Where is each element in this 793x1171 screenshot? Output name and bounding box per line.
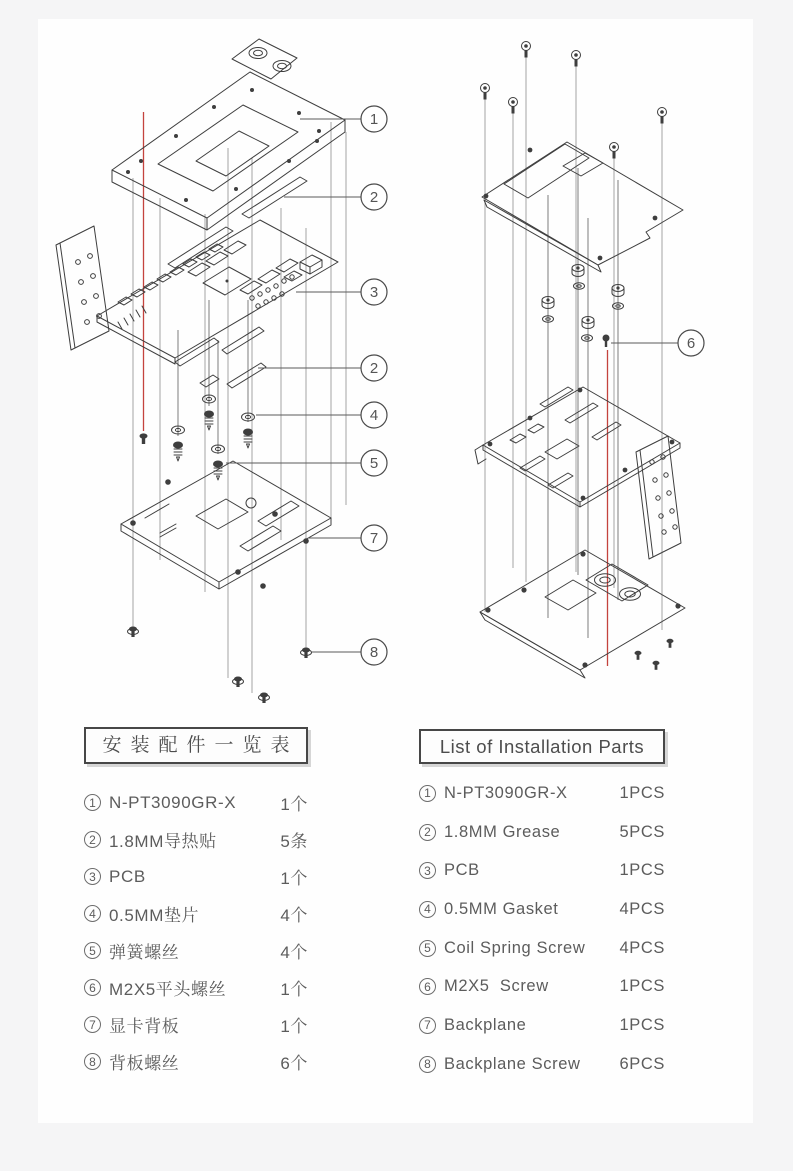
table-row: [84, 932, 308, 969]
part-name: 弹簧螺丝: [109, 943, 180, 962]
part-quantity: 1PCS: [619, 861, 665, 880]
table-row: [84, 895, 308, 932]
parts-table-zh-rows: [84, 784, 308, 1080]
part-quantity: 1PCS: [619, 783, 665, 802]
part-name: M2X5 Screw: [444, 977, 549, 996]
part-quantity: 4PCS: [619, 938, 665, 957]
callout-label: 8: [369, 644, 379, 661]
part-quantity: 1PCS: [619, 1015, 665, 1034]
table-row: [419, 774, 665, 813]
part-name: 0.5MM Gasket: [444, 899, 559, 918]
part-name: M2X5平头螺丝: [109, 980, 227, 999]
callout-label: 3: [369, 284, 379, 301]
table-row: [419, 1006, 665, 1045]
table-row: [419, 851, 665, 890]
part-name: PCB: [444, 861, 480, 880]
parts-table-zh: [84, 727, 308, 1080]
callout-label: 6: [686, 335, 696, 352]
part-name: 1.8MM导热贴: [109, 832, 217, 851]
item-number-badge: 5: [84, 942, 101, 959]
table-row: [84, 969, 308, 1006]
table-row: [84, 858, 308, 895]
part-quantity: 4个: [280, 943, 308, 962]
part-name: PCB: [109, 866, 146, 886]
parts-table-en: [419, 729, 665, 1084]
parts-table-en-rows: [419, 774, 665, 1084]
item-number-badge: 8: [419, 1056, 436, 1073]
part-quantity: 1个: [280, 869, 308, 888]
part-quantity: 1个: [280, 1017, 308, 1036]
item-number-badge: 4: [419, 901, 436, 918]
table-row: [419, 813, 665, 852]
part-name: 1.8MM Grease: [444, 822, 561, 841]
part-name: 背板螺丝: [109, 1054, 180, 1073]
item-number-badge: 1: [419, 785, 436, 802]
table-row: [84, 1006, 308, 1043]
part-quantity: 1个: [280, 795, 308, 814]
part-name: N-PT3090GR-X: [109, 792, 237, 812]
callout-label: 1: [369, 111, 379, 128]
table-row: [419, 929, 665, 968]
parts-table-zh-title: 安装配件一览表: [84, 727, 308, 764]
part-name: Coil Spring Screw: [444, 938, 586, 957]
table-row: [419, 1045, 665, 1084]
callout-label: 5: [369, 455, 379, 472]
callout-label: 2: [369, 360, 379, 377]
item-number-badge: 7: [419, 1017, 436, 1034]
exploded-view-left: [56, 39, 387, 703]
table-row: [84, 821, 308, 858]
item-number-badge: 8: [84, 1053, 101, 1070]
item-number-badge: 2: [419, 824, 436, 841]
table-row: [419, 890, 665, 929]
part-name: N-PT3090GR-X: [444, 783, 568, 802]
part-quantity: 4个: [280, 906, 308, 925]
part-name: 0.5MM垫片: [109, 906, 200, 925]
part-quantity: 6个: [280, 1054, 308, 1073]
item-number-badge: 6: [84, 979, 101, 996]
callout-label: 2: [369, 189, 379, 206]
parts-table-en-title: List of Installation Parts: [419, 729, 665, 764]
item-number-badge: 3: [419, 862, 436, 879]
exploded-view-right: [475, 42, 704, 679]
part-quantity: 1PCS: [619, 977, 665, 996]
table-row: [419, 967, 665, 1006]
item-number-badge: 2: [84, 831, 101, 848]
part-name: Backplane: [444, 1015, 527, 1034]
part-quantity: 1个: [280, 980, 308, 999]
table-row: [84, 784, 308, 821]
part-quantity: 6PCS: [619, 1054, 665, 1073]
part-name: 显卡背板: [109, 1017, 180, 1036]
item-number-badge: 5: [419, 940, 436, 957]
table-row: [84, 1043, 308, 1080]
part-quantity: 4PCS: [619, 899, 665, 918]
item-number-badge: 3: [84, 868, 101, 885]
item-number-badge: 6: [419, 978, 436, 995]
item-number-badge: 7: [84, 1016, 101, 1033]
part-quantity: 5条: [280, 832, 308, 851]
item-number-badge: 1: [84, 794, 101, 811]
item-number-badge: 4: [84, 905, 101, 922]
part-quantity: 5PCS: [619, 822, 665, 841]
part-name: Backplane Screw: [444, 1054, 581, 1073]
callout-label: 7: [369, 530, 379, 547]
callout-label: 4: [369, 407, 379, 424]
